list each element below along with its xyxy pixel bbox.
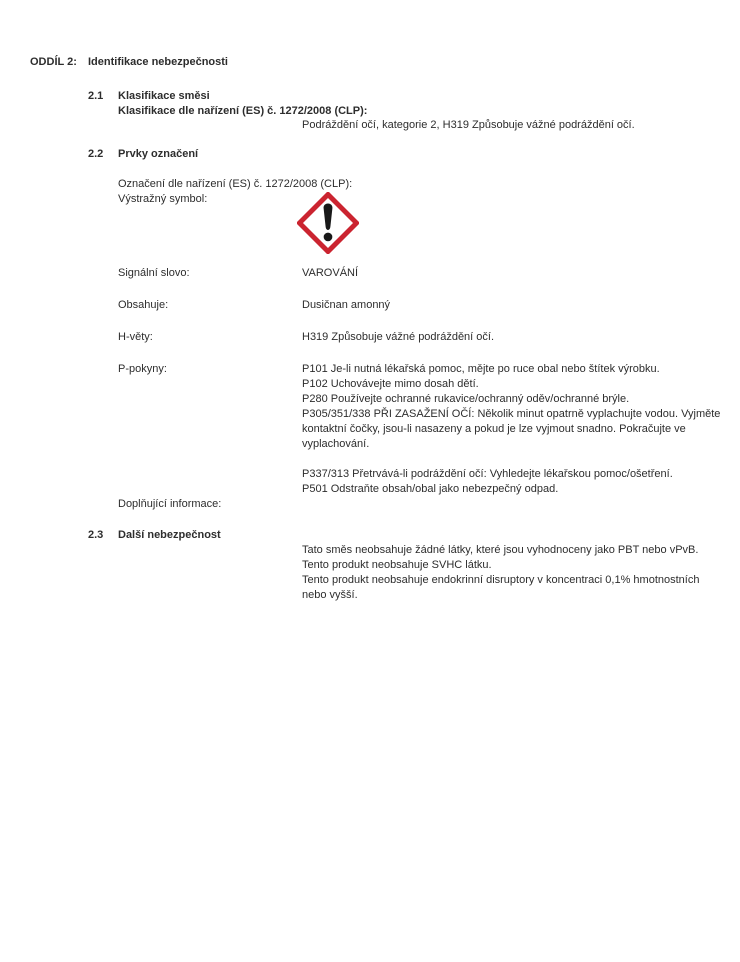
pictogram-label: Výstražný symbol: xyxy=(118,193,208,205)
other-hazards-block xyxy=(302,543,726,603)
subsection-2-2-number: 2.2 xyxy=(88,148,104,160)
subsection-2-3-header xyxy=(88,528,221,543)
p-statement-line: P501 Odstraňte obsah/obal jako nebezpečný odpad. xyxy=(302,483,559,495)
contains-label: Obsahuje: xyxy=(118,299,169,311)
p-statements-label: P-pokyny: xyxy=(118,363,167,375)
h-statements-label: H-věty: xyxy=(118,331,153,343)
p-statement-line: P101 Je-li nutná lékařská pomoc, mějte po ruce obal nebo štítek výrobku. xyxy=(302,363,660,375)
contains-value: Dusičnan amonný xyxy=(302,299,391,311)
section-2-number: ODDÍL 2: xyxy=(30,56,77,68)
p-statement-blank-line xyxy=(302,452,726,467)
signal-word-label: Signální slovo: xyxy=(118,267,190,279)
contains-row xyxy=(118,298,390,313)
subsection-2-3-title: Další nebezpečnost xyxy=(118,529,221,541)
p-statement-line: P305/351/338 PŘI ZASAŽENÍ OČÍ: Několik minut opatrně vyplachujte vodou. Vyjměte kontaktní čočky, jsou-li nasazeny a pokud je lze vyjmout snadno. Pokračujte ve vyplachování. xyxy=(302,408,721,450)
classification-regulation-heading: Klasifikace dle nařízení (ES) č. 1272/2008 (CLP): xyxy=(118,105,368,117)
other-hazards-line: Tento produkt neobsahuje endokrinní disruptory v koncentraci 0,1% hmotnostních nebo vyšší. xyxy=(302,574,700,601)
section-2-title: Identifikace nebezpečnosti xyxy=(88,56,228,68)
classification-statement: Podráždění očí, kategorie 2, H319 Způsobuje vážné podráždění očí. xyxy=(302,119,635,131)
subsection-2-2-header xyxy=(88,147,198,162)
additional-info-label: Doplňující informace: xyxy=(118,498,222,510)
exclamation-dot xyxy=(324,233,333,242)
subsection-2-1-number: 2.1 xyxy=(88,90,104,102)
ghs07-exclamation-icon xyxy=(297,192,359,254)
signal-word-value: VAROVÁNÍ xyxy=(302,267,359,279)
section-2-header xyxy=(30,55,228,70)
h-statement-value: H319 Způsobuje vážné podráždění očí. xyxy=(302,331,495,343)
h-statements-row xyxy=(118,330,494,345)
p-statement-line: P337/313 Přetrvává-li podráždění očí: Vyhledejte lékařskou pomoc/ošetření. xyxy=(302,468,673,480)
subsection-2-1-header xyxy=(88,89,210,104)
signal-word-row xyxy=(118,266,358,281)
subsection-2-2-title: Prvky označení xyxy=(118,148,199,160)
labelling-regulation-heading: Označení dle nařízení (ES) č. 1272/2008 (CLP): xyxy=(118,178,353,190)
p-statement-line: P102 Uchovávejte mimo dosah dětí. xyxy=(302,378,479,390)
p-statement-line: P280 Používejte ochranné rukavice/ochranný oděv/ochranné brýle. xyxy=(302,393,630,405)
subsection-2-3-number: 2.3 xyxy=(88,529,104,541)
subsection-2-1-title: Klasifikace směsi xyxy=(118,90,210,102)
other-hazards-line: Tento produkt neobsahuje SVHC látku. xyxy=(302,559,492,571)
p-statements-block xyxy=(302,362,726,497)
other-hazards-line: Tato směs neobsahuje žádné látky, které jsou vyhodnoceny jako PBT nebo vPvB. xyxy=(302,544,699,556)
